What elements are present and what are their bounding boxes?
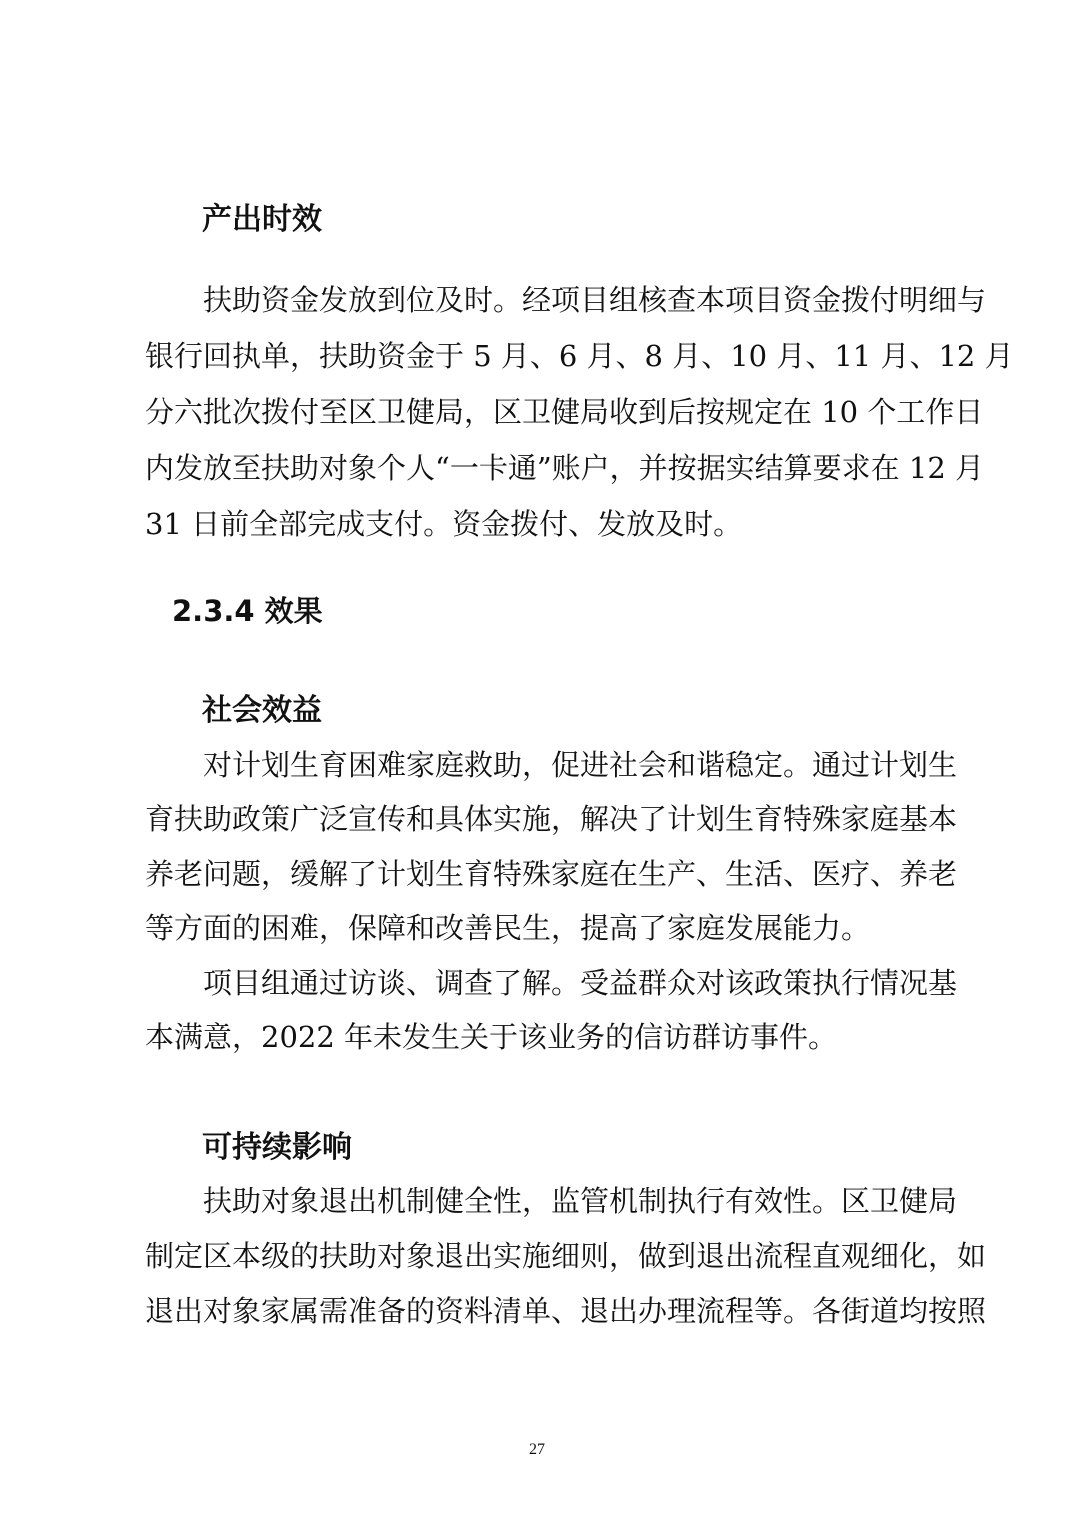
paragraph-line: 扶助资金发放到位及时。经项目组核查本项目资金拨付明细与	[203, 283, 987, 317]
paragraph-line: 退出对象家属需准备的资料清单、退出办理流程等。各街道均按照	[145, 1294, 987, 1328]
paragraph-line: 内发放至扶助对象个人“一卡通”账户，并按据实结算要求在 12 月	[145, 451, 984, 485]
paragraph-line: 扶助对象退出机制健全性，监管机制执行有效性。区卫健局	[203, 1184, 958, 1218]
paragraph-line: 银行回执单，扶助资金于 5 月、6 月、8 月、10 月、11 月、12 月	[145, 339, 1014, 373]
paragraph-line: 31 日前全部完成支付。资金拨付、发放及时。	[145, 507, 743, 541]
paragraph-line: 项目组通过访谈、调查了解。受益群众对该政策执行情况基	[203, 966, 958, 1000]
paragraph-line: 制定区本级的扶助对象退出实施细则，做到退出流程直观细化，如	[145, 1239, 987, 1273]
heading-sustainable-impact: 可持续影响	[202, 1130, 352, 1165]
page-number: 27	[529, 1441, 545, 1458]
paragraph-line: 等方面的困难，保障和改善民生，提高了家庭发展能力。	[145, 911, 871, 945]
paragraph-line: 对计划生育困难家庭救助，促进社会和谐稳定。通过计划生	[203, 748, 958, 782]
heading-output-timeliness: 产出时效	[202, 202, 322, 237]
paragraph-line: 分六批次拨付至区卫健局，区卫健局收到后按规定在 10 个工作日	[145, 395, 984, 429]
paragraph-line: 养老问题，缓解了计划生育特殊家庭在生产、生活、医疗、养老	[145, 857, 958, 891]
section-heading-234: 2.3.4 效果	[172, 594, 323, 628]
paragraph-line: 育扶助政策广泛宣传和具体实施，解决了计划生育特殊家庭基本	[145, 802, 958, 836]
heading-social-benefit: 社会效益	[202, 693, 322, 728]
paragraph-line: 本满意，2022 年未发生关于该业务的信访群访事件。	[145, 1020, 838, 1054]
